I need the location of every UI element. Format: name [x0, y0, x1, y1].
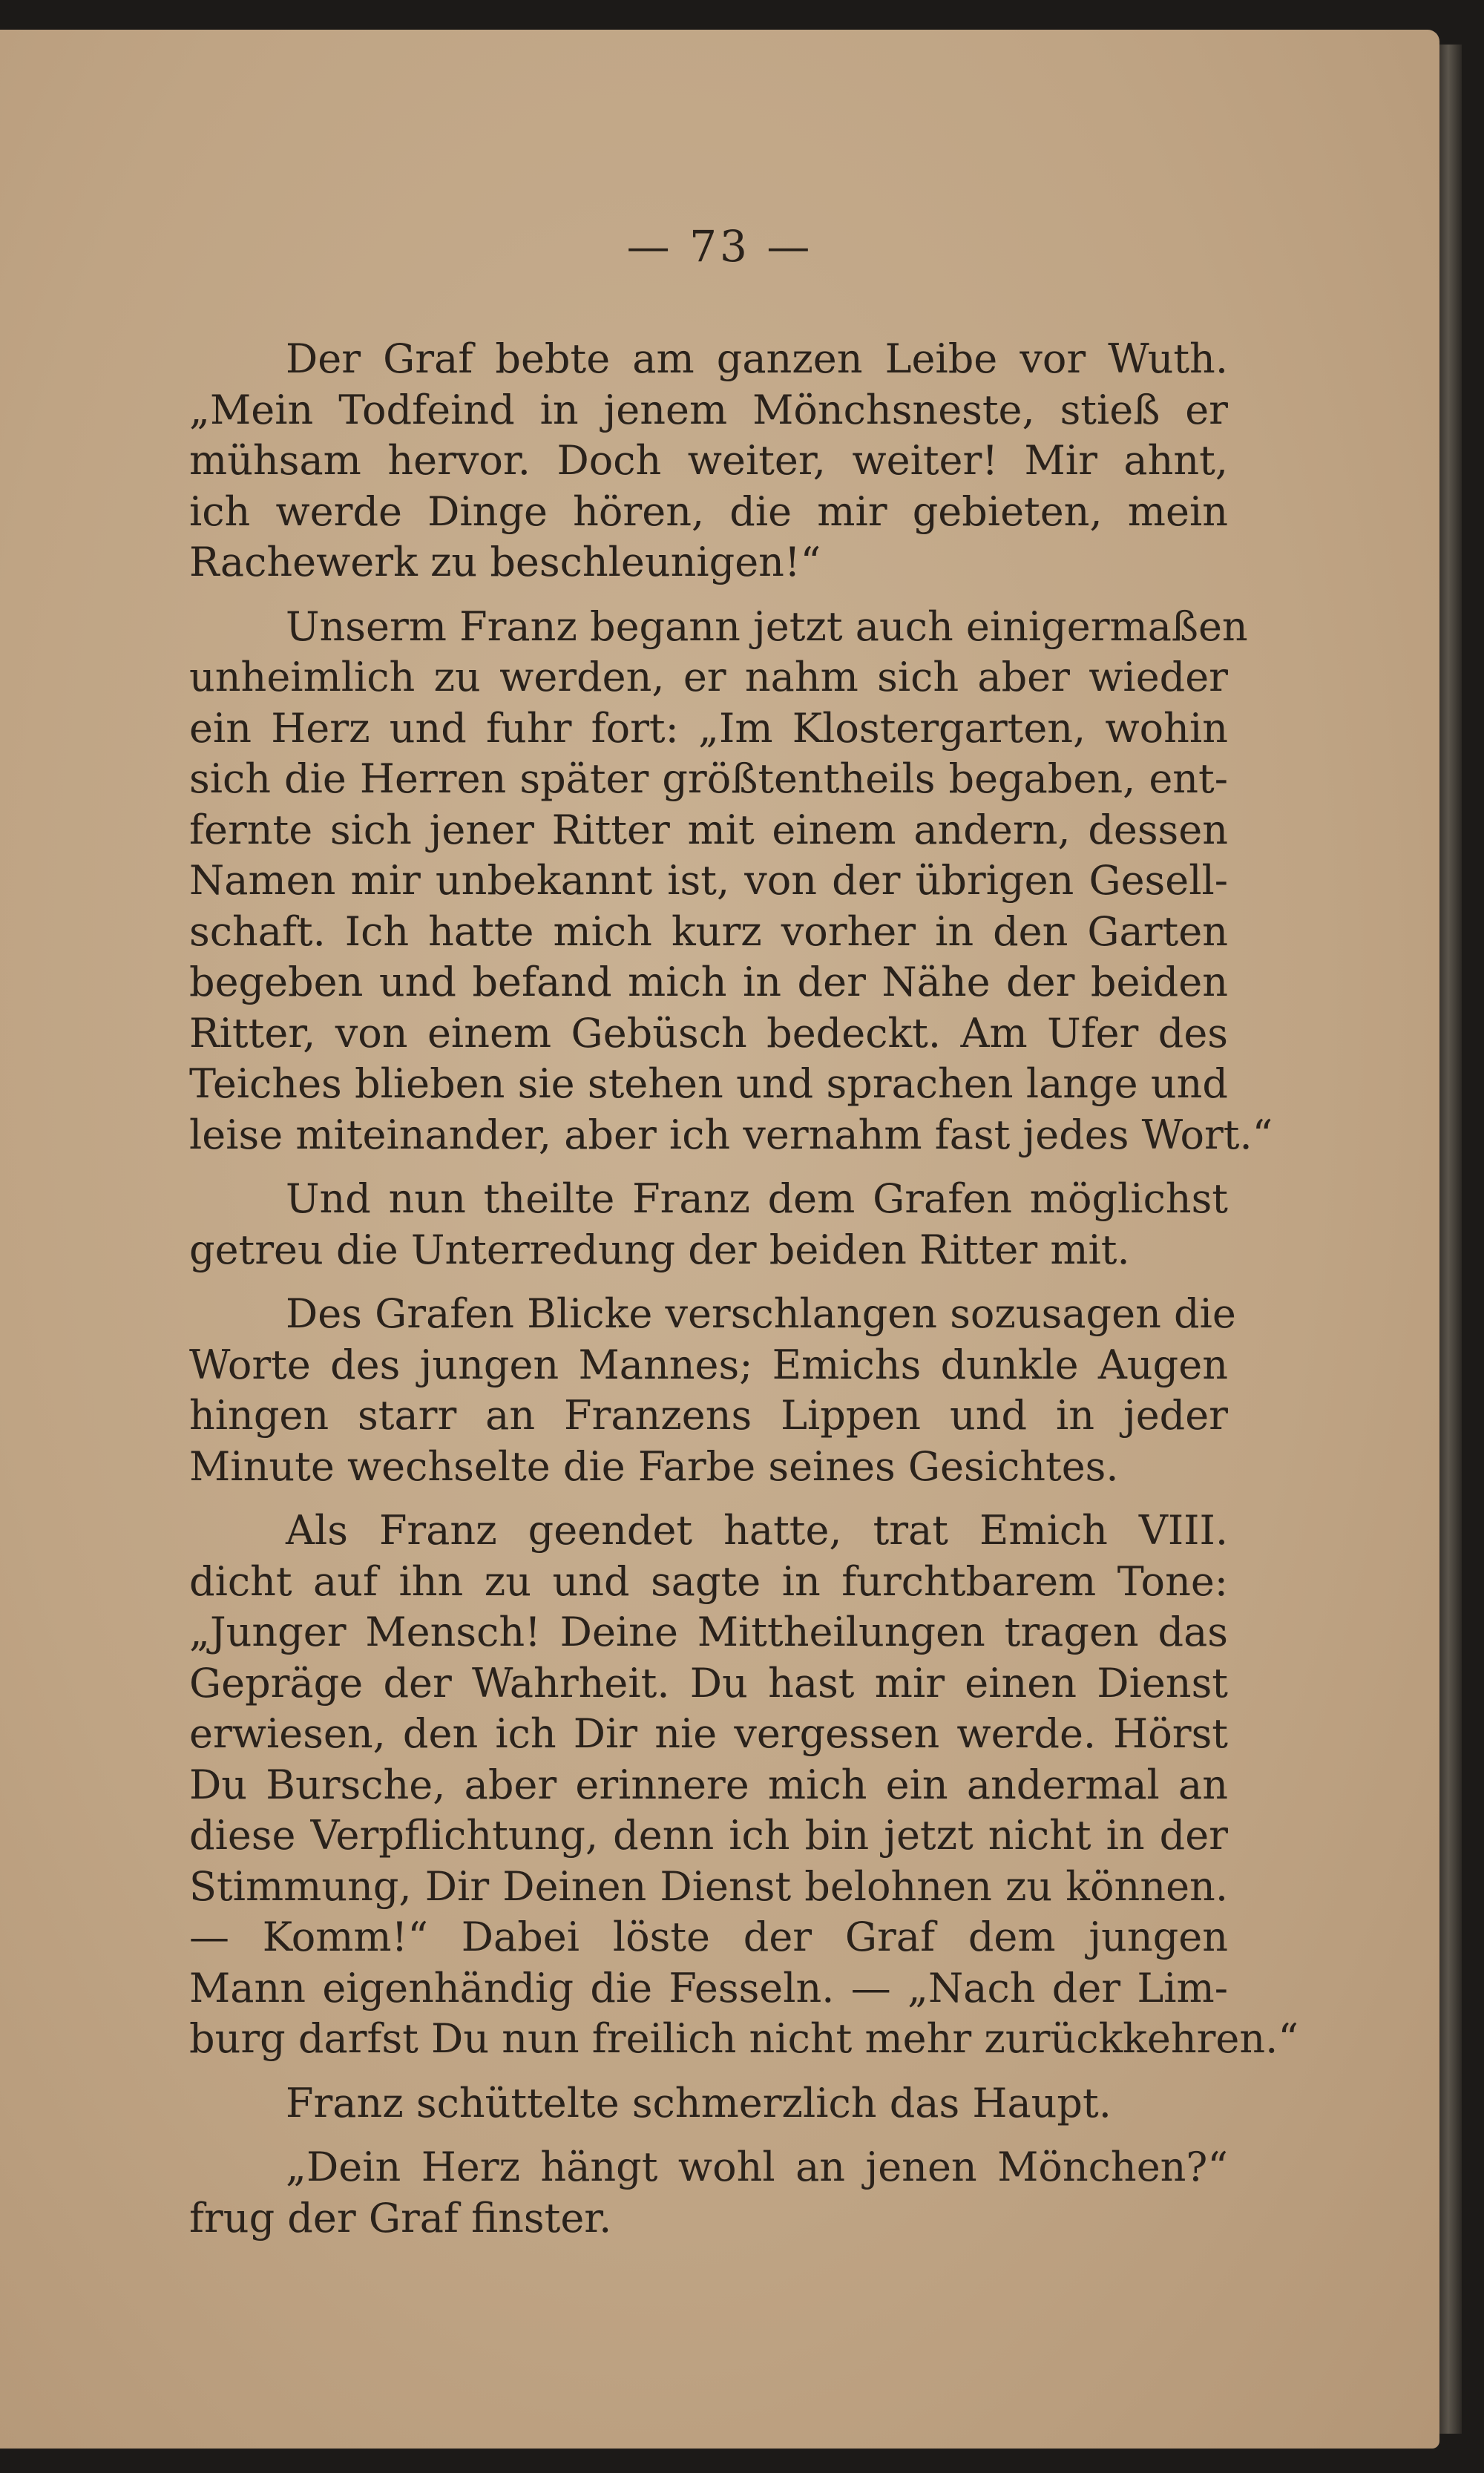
book-spine: [1439, 45, 1462, 2434]
text-line: Stimmung, Dir Deinen Dienst belohnen zu können.: [189, 1862, 1228, 1910]
text-line: Minute wechselte die Farbe seines Gesichtes.: [189, 1442, 1119, 1490]
text-line: frug der Graf finster.: [189, 2194, 612, 2242]
paragraph: [189, 1174, 1228, 1275]
paragraph: [189, 2142, 1228, 2244]
text-line: Mann eigenhändig die Fesseln. — „Nach der Lim-: [189, 1964, 1228, 2011]
text-line: Gepräge der Wahrheit. Du hast mir einen Dienst: [189, 1659, 1228, 1707]
text-line: begeben und befand mich in der Nähe der beiden: [189, 959, 1228, 1005]
text-line: leise miteinander, aber ich vernahm fast jedes Wort.“: [189, 1111, 1273, 1158]
text-line: „Junger Mensch! Deine Mittheilungen tragen das: [189, 1609, 1228, 1655]
text-line: Unserm Franz begann jetzt auch einigermaßen: [286, 602, 1248, 650]
text-line: Namen mir unbekannt ist, von der übrigen Gesell-: [189, 857, 1228, 904]
body-text: [189, 334, 1298, 2244]
text-line: „Mein Todfeind in jenem Mönchsneste, stieß er: [189, 386, 1228, 433]
text-line: getreu die Unterredung der beiden Ritter mit.: [189, 1226, 1130, 1273]
text-line: Als Franz geendet hatte, trat Emich VIII.: [286, 1507, 1228, 1554]
text-line: fernte sich jener Ritter mit einem andern, dessen: [189, 806, 1228, 853]
text-line: ich werde Dinge hören, die mir gebieten, mein: [189, 487, 1228, 535]
text-line: mühsam hervor. Doch weiter, weiter! Mir ahnt,: [189, 437, 1228, 484]
page-number: — 73 —: [626, 221, 813, 272]
text-line: Des Grafen Blicke verschlangen sozusagen die: [286, 1290, 1236, 1337]
paragraph: [189, 1289, 1236, 1492]
text-line: schaft. Ich hatte mich kurz vorher in den Garten: [189, 907, 1228, 955]
text-line: Der Graf bebte am ganzen Leibe vor Wuth.: [286, 335, 1228, 382]
text-line: ein Herz und fuhr fort: „Im Klostergarten, wohin: [189, 704, 1228, 752]
text-line: „Dein Herz hängt wohl an jenen Mönchen?“: [286, 2144, 1228, 2190]
text-line: diese Verpflichtung, denn ich bin jetzt nicht in der: [189, 1812, 1228, 1859]
text-line: burg darfst Du nun freilich nicht mehr zurückkehren.“: [189, 2015, 1298, 2062]
paragraph: [189, 1505, 1298, 2065]
text-line: hingen starr an Franzens Lippen und in jeder: [189, 1392, 1228, 1439]
paragraph: [189, 2078, 1228, 2129]
text-line: Worte des jungen Mannes; Emichs dunkle Augen: [189, 1341, 1228, 1388]
paragraph: [189, 602, 1273, 1161]
paragraph: [189, 334, 1228, 588]
text-line: erwiesen, den ich Dir nie vergessen werde. Hörst: [189, 1710, 1228, 1757]
text-line: Und nun theilte Franz dem Grafen möglichst: [286, 1175, 1228, 1222]
text-line: Franz schüttelte schmerzlich das Haupt.: [286, 2079, 1112, 2126]
text-line: Rachewerk zu beschleunigen!“: [189, 539, 821, 585]
text-line: Du Bursche, aber erinnere mich ein andermal an: [189, 1761, 1228, 1808]
text-line: unheimlich zu werden, er nahm sich aber wieder: [189, 654, 1228, 700]
book-page: [0, 30, 1439, 2449]
text-line: sich die Herren später größtentheils begaben, ent-: [189, 755, 1228, 802]
text-line: dicht auf ihn zu und sagte in furchtbarem Tone:: [189, 1557, 1228, 1605]
text-line: Ritter, von einem Gebüsch bedeckt. Am Ufer des: [189, 1009, 1228, 1057]
text-line: — Komm!“ Dabei löste der Graf dem jungen: [189, 1914, 1228, 1960]
text-line: Teiches blieben sie stehen und sprachen lange und: [189, 1060, 1228, 1107]
